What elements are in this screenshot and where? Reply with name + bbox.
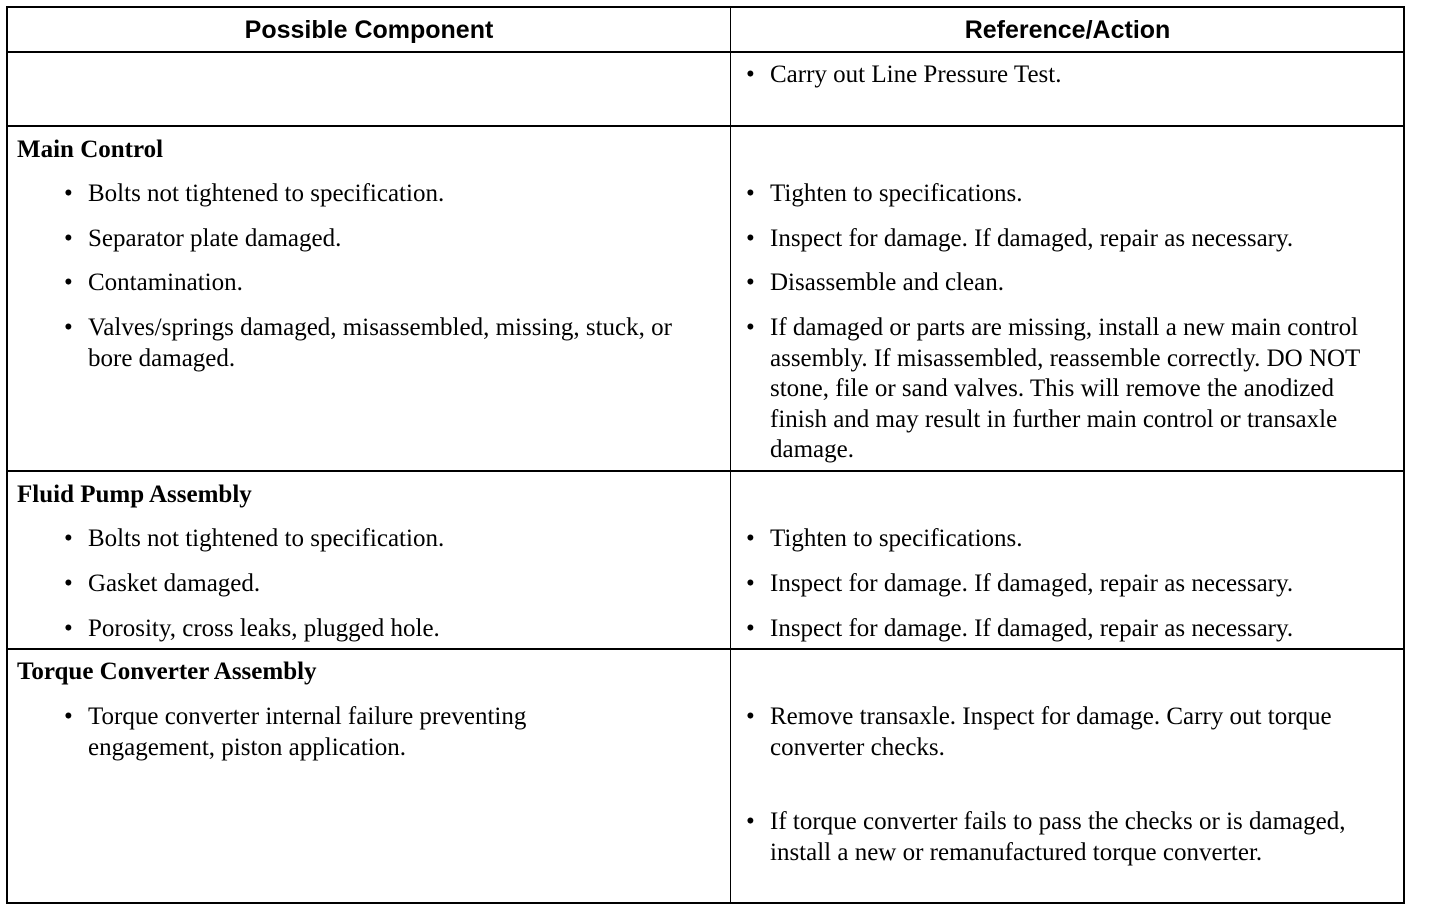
row-divider: [8, 125, 1403, 127]
action-text: Remove transaxle. Inspect for damage. Carry out torque converter checks.: [770, 703, 1332, 761]
component-text: Bolts not tightened to specification.: [88, 180, 445, 207]
bullet: •: [64, 269, 73, 296]
bullet: •: [746, 525, 755, 552]
component-text: Contamination.: [88, 269, 243, 296]
header-possible-component: Possible Component: [244, 16, 494, 44]
component-item: [64, 524, 714, 555]
column-divider: [730, 8, 731, 902]
component-item: [64, 313, 682, 374]
component-text: Valves/springs damaged, misassembled, missing, stuck, or bore damaged.: [88, 314, 672, 372]
action-item: [746, 702, 1366, 763]
diagnostic-table: [6, 6, 1405, 904]
bullet: •: [746, 615, 755, 642]
action-item: [746, 179, 1396, 210]
section-title-fluid-pump: Fluid Pump Assembly: [17, 481, 252, 508]
action-text: Tighten to specifications.: [770, 180, 1023, 207]
action-item: [746, 807, 1366, 868]
header-reference-action: Reference/Action: [964, 16, 1171, 44]
row-divider: [8, 648, 1403, 650]
section-title-torque-converter: Torque Converter Assembly: [17, 658, 317, 685]
bullet: •: [746, 703, 755, 730]
component-item: [64, 702, 654, 763]
row-divider: [8, 470, 1403, 472]
section-title-main-control: Main Control: [17, 136, 164, 163]
action-item: [746, 313, 1384, 466]
bullet: •: [64, 525, 73, 552]
action-text: If damaged or parts are missing, install a new main control assembly. If misassembled, reassemble correctly. DO NOT stone, file or sand valves. This will remove the anodized finish and may result in further main control or transaxle damage.: [770, 314, 1360, 463]
bullet: •: [64, 225, 73, 252]
bullet: •: [64, 180, 73, 207]
bullet: •: [746, 570, 755, 597]
bullet: •: [746, 180, 755, 207]
action-text: Inspect for damage. If damaged, repair as necessary.: [770, 570, 1294, 597]
action-text: Inspect for damage. If damaged, repair as necessary.: [770, 615, 1294, 642]
component-item: [64, 614, 714, 645]
action-item: [746, 524, 1396, 555]
bullet: •: [746, 61, 755, 88]
component-text: Porosity, cross leaks, plugged hole.: [88, 615, 440, 642]
action-text: Tighten to specifications.: [770, 525, 1023, 552]
action-item: [746, 569, 1396, 600]
component-item: [64, 569, 714, 600]
action-text: Disassemble and clean.: [770, 269, 1004, 296]
component-text: Separator plate damaged.: [88, 225, 342, 252]
action-text: Inspect for damage. If damaged, repair as necessary.: [770, 225, 1294, 252]
action-text: If torque converter fails to pass the checks or is damaged, install a new or remanufactured torque converter.: [770, 808, 1346, 866]
action-item: [746, 614, 1396, 645]
action-item: [746, 268, 1396, 299]
component-item: [64, 179, 714, 210]
bullet: •: [64, 570, 73, 597]
component-text: Bolts not tightened to specification.: [88, 525, 445, 552]
action-item: [746, 60, 1396, 91]
bullet: •: [746, 808, 755, 835]
bullet: •: [64, 314, 73, 341]
action-item: [746, 224, 1396, 255]
component-item: [64, 224, 714, 255]
header-rule: [8, 51, 1403, 53]
component-text: Gasket damaged.: [88, 570, 261, 597]
bullet: •: [746, 269, 755, 296]
bullet: •: [746, 314, 755, 341]
bullet: •: [64, 703, 73, 730]
bullet: •: [746, 225, 755, 252]
component-item: [64, 268, 714, 299]
component-text: Torque converter internal failure preventing engagement, piston application.: [88, 703, 527, 761]
bullet: •: [64, 615, 73, 642]
action-text: Carry out Line Pressure Test.: [770, 61, 1062, 88]
